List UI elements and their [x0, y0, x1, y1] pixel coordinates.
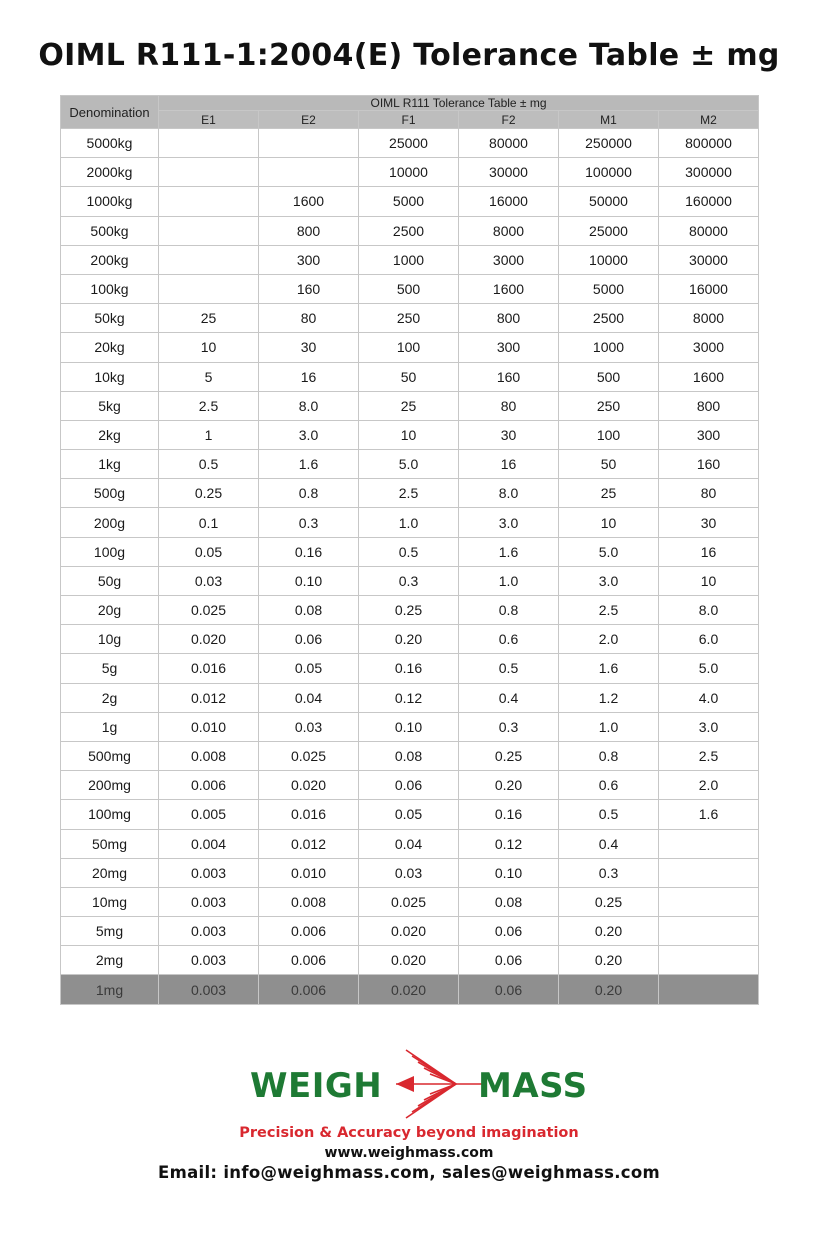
tolerance-cell-m1: 0.25: [559, 887, 659, 916]
denomination-cell: 500mg: [61, 741, 159, 770]
tolerance-cell-f2: 160: [459, 362, 559, 391]
tolerance-cell-m1: 250: [559, 391, 659, 420]
tolerance-cell-e2: 0.006: [259, 975, 359, 1004]
tolerance-cell-f1: 0.20: [359, 625, 459, 654]
group-header: OIML R111 Tolerance Table ± mg: [159, 96, 759, 111]
tolerance-cell-m2: 3.0: [659, 712, 759, 741]
denomination-cell: 1g: [61, 712, 159, 741]
table-row: [61, 274, 759, 303]
tolerance-cell-f1: 10: [359, 420, 459, 449]
tolerance-cell-f2: 800: [459, 304, 559, 333]
tolerance-cell-f1: 1.0: [359, 508, 459, 537]
denomination-cell: 2g: [61, 683, 159, 712]
tolerance-cell-e1: 5: [159, 362, 259, 391]
table-row: [61, 333, 759, 362]
tolerance-cell-e2: 0.10: [259, 566, 359, 595]
tolerance-cell-f1: 0.25: [359, 596, 459, 625]
tolerance-cell-e1: 0.25: [159, 479, 259, 508]
tolerance-cell-m1: 0.20: [559, 917, 659, 946]
tolerance-cell-m2: 300: [659, 420, 759, 449]
tolerance-cell-m2: 4.0: [659, 683, 759, 712]
tolerance-cell-f2: 3000: [459, 245, 559, 274]
column-header-f1: F1: [359, 111, 459, 129]
tolerance-cell-m1: 1.6: [559, 654, 659, 683]
tolerance-cell-m2: 10: [659, 566, 759, 595]
tolerance-cell-m2: 5.0: [659, 654, 759, 683]
tolerance-cell-f2: 16000: [459, 187, 559, 216]
tolerance-cell-f2: 16: [459, 450, 559, 479]
tolerance-cell-m1: 100000: [559, 158, 659, 187]
tolerance-cell-f2: 8.0: [459, 479, 559, 508]
tolerance-cell-m1: 10: [559, 508, 659, 537]
tolerance-cell-e2: 30: [259, 333, 359, 362]
weighmass-logo: [246, 1048, 606, 1122]
tolerance-cell-m2: [659, 946, 759, 975]
tolerance-cell-e2: 0.08: [259, 596, 359, 625]
tolerance-cell-e1: 10: [159, 333, 259, 362]
table-row: [61, 917, 759, 946]
tolerance-cell-f1: 0.020: [359, 917, 459, 946]
tolerance-cell-e1: [159, 245, 259, 274]
table-row: [61, 566, 759, 595]
denomination-cell: 500kg: [61, 216, 159, 245]
table-row: [61, 508, 759, 537]
tolerance-cell-m1: 500: [559, 362, 659, 391]
tolerance-cell-m2: 8000: [659, 304, 759, 333]
tolerance-cell-e1: [159, 129, 259, 158]
tolerance-cell-m2: 6.0: [659, 625, 759, 654]
page-title: OIML R111-1:2004(E) Tolerance Table ± mg: [38, 38, 780, 73]
tolerance-cell-f1: 0.03: [359, 858, 459, 887]
tolerance-cell-e2: 160: [259, 274, 359, 303]
website-link[interactable]: www.weighmass.com: [324, 1145, 494, 1161]
tolerance-cell-e2: 0.010: [259, 858, 359, 887]
tolerance-cell-m2: 16000: [659, 274, 759, 303]
tolerance-cell-f1: 0.3: [359, 566, 459, 595]
tolerance-cell-m2: [659, 917, 759, 946]
tolerance-cell-e1: 0.003: [159, 917, 259, 946]
denomination-cell: 100g: [61, 537, 159, 566]
tolerance-cell-f1: 0.06: [359, 771, 459, 800]
tolerance-cell-e1: 0.5: [159, 450, 259, 479]
tolerance-cell-e1: 0.003: [159, 946, 259, 975]
tolerance-cell-f2: 3.0: [459, 508, 559, 537]
denomination-cell: 10g: [61, 625, 159, 654]
table-row: [61, 771, 759, 800]
tolerance-cell-e1: 0.004: [159, 829, 259, 858]
tolerance-cell-f1: 0.16: [359, 654, 459, 683]
tolerance-cell-m2: [659, 975, 759, 1004]
denomination-cell: 20mg: [61, 858, 159, 887]
tolerance-cell-m2: 30: [659, 508, 759, 537]
tolerance-table-wrapper: [60, 95, 758, 1005]
tolerance-cell-m2: 8.0: [659, 596, 759, 625]
tolerance-cell-f2: 0.5: [459, 654, 559, 683]
tolerance-cell-m2: 160: [659, 450, 759, 479]
denomination-header: Denomination: [61, 96, 159, 129]
logo-mass-text: MASS: [478, 1066, 588, 1106]
tolerance-cell-m2: 800000: [659, 129, 759, 158]
tolerance-cell-e1: 0.016: [159, 654, 259, 683]
tolerance-cell-f2: 1.6: [459, 537, 559, 566]
table-row: [61, 596, 759, 625]
denomination-cell: 10kg: [61, 362, 159, 391]
table-row: [61, 800, 759, 829]
denomination-cell: 200g: [61, 508, 159, 537]
tolerance-cell-f2: 0.8: [459, 596, 559, 625]
tolerance-cell-m1: 250000: [559, 129, 659, 158]
tolerance-cell-m2: 30000: [659, 245, 759, 274]
tolerance-cell-f1: 0.025: [359, 887, 459, 916]
tolerance-cell-m2: 2.5: [659, 741, 759, 770]
table-row: [61, 625, 759, 654]
column-header-e1: E1: [159, 111, 259, 129]
tolerance-cell-m1: 2.0: [559, 625, 659, 654]
tolerance-cell-e2: [259, 158, 359, 187]
table-row: [61, 654, 759, 683]
denomination-cell: 10mg: [61, 887, 159, 916]
table-row: [61, 683, 759, 712]
tolerance-cell-f1: 0.020: [359, 946, 459, 975]
tolerance-cell-m1: 1000: [559, 333, 659, 362]
tolerance-cell-e1: 0.025: [159, 596, 259, 625]
denomination-cell: 2kg: [61, 420, 159, 449]
tolerance-cell-m1: 2500: [559, 304, 659, 333]
tolerance-cell-e2: 0.06: [259, 625, 359, 654]
tolerance-cell-f2: 1.0: [459, 566, 559, 595]
tolerance-cell-m1: 3.0: [559, 566, 659, 595]
tolerance-cell-f2: 0.25: [459, 741, 559, 770]
tolerance-cell-e2: 300: [259, 245, 359, 274]
tolerance-cell-e2: 1.6: [259, 450, 359, 479]
denomination-cell: 1kg: [61, 450, 159, 479]
tolerance-cell-f2: 0.4: [459, 683, 559, 712]
tolerance-cell-m1: 0.6: [559, 771, 659, 800]
denomination-cell: 200mg: [61, 771, 159, 800]
tolerance-cell-m2: 800: [659, 391, 759, 420]
tolerance-cell-e2: 0.016: [259, 800, 359, 829]
table-row: [61, 362, 759, 391]
tolerance-cell-f2: 0.08: [459, 887, 559, 916]
tolerance-cell-f2: 0.06: [459, 975, 559, 1004]
tolerance-cell-f1: 5.0: [359, 450, 459, 479]
tolerance-cell-f1: 0.04: [359, 829, 459, 858]
tolerance-cell-e2: 0.05: [259, 654, 359, 683]
tolerance-table: [60, 95, 759, 1005]
tolerance-cell-e2: 80: [259, 304, 359, 333]
table-row: [61, 450, 759, 479]
tolerance-cell-f1: 10000: [359, 158, 459, 187]
denomination-cell: 5kg: [61, 391, 159, 420]
tolerance-cell-f1: 1000: [359, 245, 459, 274]
tolerance-cell-e2: 0.3: [259, 508, 359, 537]
tolerance-cell-e1: 0.1: [159, 508, 259, 537]
tolerance-cell-e2: 0.04: [259, 683, 359, 712]
tolerance-cell-f2: 30000: [459, 158, 559, 187]
denomination-cell: 50mg: [61, 829, 159, 858]
tolerance-cell-f2: 0.06: [459, 946, 559, 975]
denomination-cell: 20kg: [61, 333, 159, 362]
tolerance-cell-m1: 0.20: [559, 946, 659, 975]
denomination-cell: 2000kg: [61, 158, 159, 187]
denomination-cell: 5g: [61, 654, 159, 683]
tolerance-cell-m2: 3000: [659, 333, 759, 362]
tolerance-cell-m2: 1600: [659, 362, 759, 391]
email-contact[interactable]: Email: info@weighmass.com, sales@weighmass.com: [158, 1163, 660, 1182]
table-row: [61, 216, 759, 245]
tolerance-cell-m1: 1.0: [559, 712, 659, 741]
tolerance-cell-f1: 25000: [359, 129, 459, 158]
tolerance-cell-f1: 250: [359, 304, 459, 333]
tolerance-cell-f2: 1600: [459, 274, 559, 303]
tolerance-cell-e2: 0.020: [259, 771, 359, 800]
denomination-cell: 200kg: [61, 245, 159, 274]
tolerance-cell-m1: 50000: [559, 187, 659, 216]
tolerance-cell-e2: [259, 129, 359, 158]
tolerance-cell-m1: 100: [559, 420, 659, 449]
tolerance-cell-f2: 0.12: [459, 829, 559, 858]
tolerance-cell-f1: 0.12: [359, 683, 459, 712]
tolerance-cell-f1: 2500: [359, 216, 459, 245]
tolerance-cell-f1: 2.5: [359, 479, 459, 508]
tolerance-cell-e1: 25: [159, 304, 259, 333]
tolerance-cell-f1: 25: [359, 391, 459, 420]
red-arrow-emblem-icon: [394, 1048, 486, 1122]
tolerance-cell-e2: 3.0: [259, 420, 359, 449]
denomination-cell: 100kg: [61, 274, 159, 303]
tolerance-cell-m1: 0.5: [559, 800, 659, 829]
denomination-cell: 50kg: [61, 304, 159, 333]
tolerance-cell-f2: 0.06: [459, 917, 559, 946]
tolerance-cell-m2: 16: [659, 537, 759, 566]
denomination-cell: 5mg: [61, 917, 159, 946]
tolerance-cell-m1: 0.20: [559, 975, 659, 1004]
tolerance-cell-e1: 0.012: [159, 683, 259, 712]
tolerance-cell-m2: [659, 858, 759, 887]
table-row: [61, 537, 759, 566]
denomination-cell: 1mg: [61, 975, 159, 1004]
column-header-m2: M2: [659, 111, 759, 129]
tolerance-cell-f2: 0.3: [459, 712, 559, 741]
tolerance-cell-f1: 500: [359, 274, 459, 303]
tolerance-cell-m1: 5.0: [559, 537, 659, 566]
tolerance-cell-e2: 8.0: [259, 391, 359, 420]
denomination-cell: 5000kg: [61, 129, 159, 158]
denomination-cell: 100mg: [61, 800, 159, 829]
tolerance-cell-f1: 0.08: [359, 741, 459, 770]
tolerance-cell-e1: [159, 158, 259, 187]
tolerance-cell-f2: 30: [459, 420, 559, 449]
tolerance-cell-m2: 1.6: [659, 800, 759, 829]
tolerance-cell-m1: 0.3: [559, 858, 659, 887]
tolerance-cell-m2: 160000: [659, 187, 759, 216]
column-header-f2: F2: [459, 111, 559, 129]
denomination-cell: 1000kg: [61, 187, 159, 216]
denomination-cell: 20g: [61, 596, 159, 625]
tolerance-cell-m1: 25000: [559, 216, 659, 245]
denomination-cell: 2mg: [61, 946, 159, 975]
tolerance-cell-e1: 0.020: [159, 625, 259, 654]
tolerance-cell-e1: 0.03: [159, 566, 259, 595]
tolerance-cell-e2: 0.8: [259, 479, 359, 508]
tolerance-cell-m1: 50: [559, 450, 659, 479]
logo-weigh-text: WEIGH: [250, 1066, 383, 1106]
tolerance-cell-m2: 80: [659, 479, 759, 508]
tolerance-cell-e2: 0.03: [259, 712, 359, 741]
tolerance-cell-f1: 5000: [359, 187, 459, 216]
tolerance-cell-e1: [159, 187, 259, 216]
tolerance-cell-m1: 5000: [559, 274, 659, 303]
tolerance-cell-f1: 0.10: [359, 712, 459, 741]
table-row: [61, 420, 759, 449]
tolerance-cell-m1: 25: [559, 479, 659, 508]
tolerance-cell-m2: 300000: [659, 158, 759, 187]
tolerance-cell-e2: 16: [259, 362, 359, 391]
tolerance-cell-e1: 0.003: [159, 887, 259, 916]
table-row: [61, 712, 759, 741]
column-header-m1: M1: [559, 111, 659, 129]
table-row: [61, 975, 759, 1004]
denomination-cell: 50g: [61, 566, 159, 595]
tolerance-cell-e1: 0.006: [159, 771, 259, 800]
table-row: [61, 479, 759, 508]
tolerance-cell-f1: 0.020: [359, 975, 459, 1004]
tolerance-cell-e2: 0.012: [259, 829, 359, 858]
tolerance-cell-f2: 80000: [459, 129, 559, 158]
table-row: [61, 741, 759, 770]
tolerance-cell-m2: [659, 829, 759, 858]
table-row: [61, 829, 759, 858]
tolerance-cell-e1: [159, 274, 259, 303]
table-row: [61, 391, 759, 420]
tolerance-cell-m1: 1.2: [559, 683, 659, 712]
tolerance-cell-e1: 0.010: [159, 712, 259, 741]
tolerance-cell-e1: 1: [159, 420, 259, 449]
tolerance-cell-e2: 0.006: [259, 917, 359, 946]
tolerance-cell-f1: 100: [359, 333, 459, 362]
tolerance-cell-e2: 0.16: [259, 537, 359, 566]
tolerance-cell-e1: 0.005: [159, 800, 259, 829]
table-row: [61, 158, 759, 187]
tolerance-cell-f2: 80: [459, 391, 559, 420]
tolerance-cell-f1: 0.05: [359, 800, 459, 829]
tolerance-cell-m1: 2.5: [559, 596, 659, 625]
tolerance-cell-m1: 10000: [559, 245, 659, 274]
tolerance-cell-e1: 0.003: [159, 858, 259, 887]
tolerance-cell-e1: 0.003: [159, 975, 259, 1004]
tolerance-cell-e2: 0.008: [259, 887, 359, 916]
tolerance-cell-e2: 0.025: [259, 741, 359, 770]
tolerance-cell-f2: 0.6: [459, 625, 559, 654]
tolerance-cell-m1: 0.4: [559, 829, 659, 858]
tagline: Precision & Accuracy beyond imagination: [239, 1125, 579, 1141]
tolerance-cell-f2: 0.20: [459, 771, 559, 800]
tolerance-cell-f2: 0.16: [459, 800, 559, 829]
tolerance-cell-e1: 0.008: [159, 741, 259, 770]
tolerance-cell-m2: [659, 887, 759, 916]
tolerance-cell-f1: 0.5: [359, 537, 459, 566]
table-row: [61, 304, 759, 333]
tolerance-cell-m2: 2.0: [659, 771, 759, 800]
tolerance-cell-m2: 80000: [659, 216, 759, 245]
tolerance-cell-f2: 0.10: [459, 858, 559, 887]
tolerance-cell-e1: 0.05: [159, 537, 259, 566]
table-row: [61, 887, 759, 916]
denomination-cell: 500g: [61, 479, 159, 508]
tolerance-cell-f2: 300: [459, 333, 559, 362]
table-row: [61, 187, 759, 216]
table-row: [61, 129, 759, 158]
tolerance-cell-m1: 0.8: [559, 741, 659, 770]
table-row: [61, 858, 759, 887]
table-row: [61, 245, 759, 274]
tolerance-cell-e2: 0.006: [259, 946, 359, 975]
table-row: [61, 946, 759, 975]
tolerance-cell-f2: 8000: [459, 216, 559, 245]
column-header-e2: E2: [259, 111, 359, 129]
tolerance-cell-f1: 50: [359, 362, 459, 391]
tolerance-cell-e2: 1600: [259, 187, 359, 216]
tolerance-cell-e1: [159, 216, 259, 245]
tolerance-cell-e1: 2.5: [159, 391, 259, 420]
tolerance-cell-e2: 800: [259, 216, 359, 245]
